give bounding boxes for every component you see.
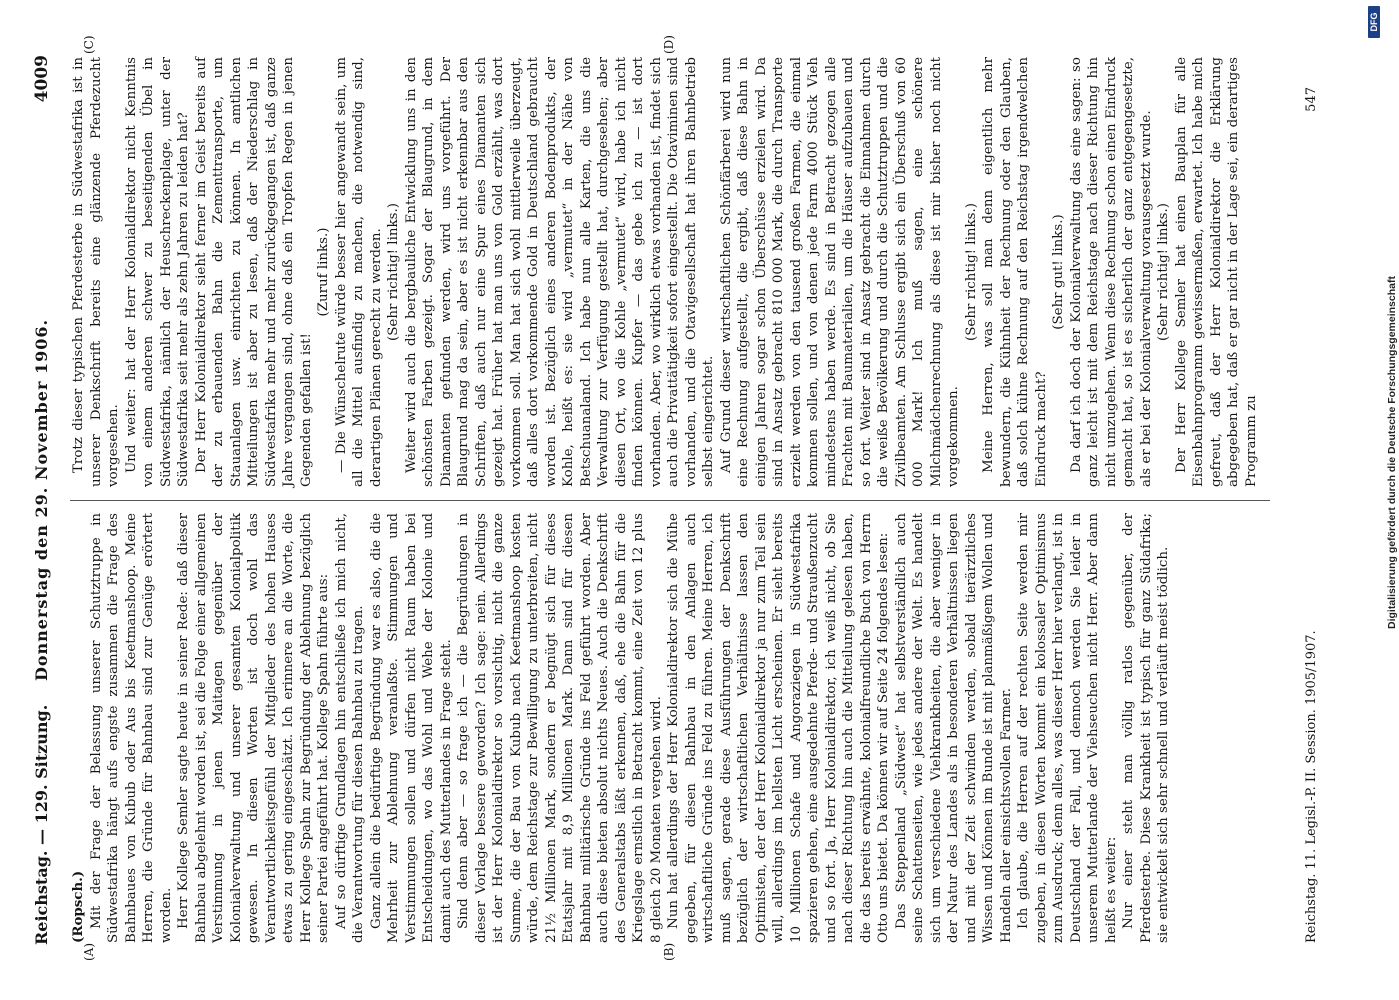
margin-mark-a: (A) <box>82 942 96 961</box>
dfg-logo-badge: DFG <box>1368 6 1380 38</box>
left-paragraphs <box>88 513 1173 943</box>
right-paragraph: (Sehr richtig! links.) <box>963 203 979 341</box>
left-paragraph: Auf so dürftige Grundlagen hin entschließe ich mich nicht, die Verantwortung für diesen Bahnbau zu tragen. <box>333 513 366 943</box>
scanned-page <box>22 35 1362 965</box>
left-paragraph: Nur einer steht man völlig ratlos gegenüber, der Pferdesterbe. Diese Krankheit ist typisch für ganz Südafrika; sie entwickelt sich sehr schnell und verläuft meist tödlich. <box>1121 513 1171 943</box>
page-header <box>32 55 56 945</box>
right-paragraph: Weiter wird auch die bergbauliche Entwicklung uns in den schönsten Farben gezeigt. Sogar der Blaugrund, in dem Diamanten gefunden werden, wird uns vorgeführt. Der Blaugrund mag da sein, aber es ist nicht erkennbar aus den Schriften, daß auch nur eine Spur eines Diamanten sich gezeigt hat. Früher hat man uns von Gold erzählt, was dort vorkommen soll. Man hat sich wohl mittlerweile überzeugt, daß alles dort vorkommende Gold in Deutschland gebraucht worden ist. Bezüglich eines anderen Bodenprodukts, der Kohle, heißt es: sie wird „vermutet“ in der Nähe von Betschuanaland. Ich habe nun alle Karten, die uns die Verwaltung zur Verfügung gestellt hat, durchgesehen; aber diesen Ort, wo die Kohle „vermutet“ wird, habe ich nicht finden können. Kupfer — das gebe ich zu — ist dort vorhanden. Aber, wo wirklich etwas vorhanden ist, findet sich auch die Privattätigkeit sofort eingestellt. Die Otaviminen sind vorhanden, und die Otavigesellschaft hat ihren Bahnbetrieb selbst eingerichtet. <box>403 57 716 487</box>
left-paragraph: Sind denn aber — so frage ich — die Begründungen in dieser Vorlage bessere geworden? Ich sage: nein. Allerdings ist der Herr Kolonialdirektor so vorsichtig, nicht die ganze Summe, die der Bau von Kubub nach Keetmanshoop kosten würde, dem Reichstage zur Bewilligung zu unterbreiten, nicht 21½ Millionen Mark, sondern er begnügt sich für dieses Etatsjahr mit 8,9 Millionen Mark. Dann sind für diesen Bahnbau militärische Gründe ins Feld geführt worden. Aber auch diese bieten absolut nichts Neues. Auch die Denkschrift des Generalstabs läßt erkennen, daß, ehe die Bahn für die Kriegslage ernstlich in Betracht kommt, eine Zeit von 12 plus 8 gleich 20 Monaten vergehen wird. <box>456 513 664 943</box>
margin-mark-b: (B) <box>662 942 676 961</box>
right-paragraph: Der Herr Kollege Semler hat einen Bauplan für alle Eisenbahnprogramm gewissermaßen, erwartet. Ich habe mich gefreut, daß der Herr Kolonialdirektor die Erklärung abgegeben hat, daß er gar nicht in der Lage sei, ein derartiges Programm zu <box>1173 57 1259 487</box>
page-number: 4009 <box>32 55 52 103</box>
left-paragraph: Mit der Frage der Belassung unserer Schutztruppe in Südwestafrika hängt aufs engste zusammen die Frage des Bahnbaues von Kubub oder Aus bis Keetmanshoop. Meine Herren, die Gründe für Bahnbau sind zur Genüge erörtert worden. <box>88 513 174 943</box>
right-paragraph: — Die Wünschelrute würde besser hier angewandt sein, um all die Mittel ausfindig zu machen, die notwendig sind, derartigen Plänen gerecht zu werden. <box>333 57 384 487</box>
header-session: Reichstag. — 129. Sitzung. <box>32 704 51 945</box>
margin-mark-d: (D) <box>662 35 676 54</box>
left-paragraph: Nun hat allerdings der Herr Kolonialdirektor sich die Mühe gegeben, für diesen Bahnbau in den Anlagen auch wirtschaftliche Gründe ins Feld zu führen. Meine Herren, ich muß sagen, gerade diese Ausführungen der Denkschrift bezüglich der wirtschaftlichen Verhältnisse lassen den Optimisten, der der Herr Kolonialdirektor ja nur zum Teil sein will, allerdings im hellsten Licht erscheinen. Er sieht bereits 10 Millionen Schafe und Angoraziegen in Südwestafrika spazieren gehen, eine ausgedehnte Pferde- und Straußenzucht und so fort. Ja, Herr Kolonialdirektor, ich weiß nicht, ob Sie nach dieser Richtung hin auch die Mitteilung gelesen haben, die das bereits erwähnte, kolonialfreundliche Buch von Herrn Otto uns bietet. Da können wir auf Seite 24 folgendes lesen: <box>666 513 891 943</box>
right-paragraph: (Sehr richtig! links.) <box>1156 203 1171 341</box>
left-paragraph: Das Steppenland „Südwest“ hat selbstverständlich auch seine Schattenseiten, wie jedes andere der Welt. Es handelt sich um verschiedene Viehkrankheiten, die aber weniger in der Natur des Landes als in besonderen Verhältnissen liegen und mit der Zeit schwinden werden, sobald tierärztliches Wissen und Können im Bunde ist mit planmäßigem Wollen und Handeln aller einsichtsvollen Farmer. <box>893 513 1014 943</box>
page-footer <box>1304 57 1328 943</box>
right-paragraph: Auf Grund dieser wirtschaftlichen Schönfärberei wird nun eine Rechnung aufgestellt, die ergibt, daß diese Bahn in einigen Jahren sogar schon Überschüsse erzielen wird. Da sind in Ansatz gebracht 810 000 Mark, die durch Transporte erzielt werden von den tausend großen Farmen, die einmal kommen sollen, und von denen jede Farm 4000 Stück Vieh mindestens haben werde. Es sind in Betracht gezogen alle Frachten mit Baumaterialien, um die Häuser aufzubauen und so fort. Weiter sind in Ansatz gebracht die Einnahmen durch die weiße Bevölkerung und durch die Schutztruppen und die Zivilbeamten. Am Schlusse ergibt sich ein Überschuß von 60 000 Mark! Ich muß sagen, eine schönere Milchmädchenrechnung als diese ist mir bisher noch nicht vorgekommen. <box>718 57 961 487</box>
right-paragraph: Und weiter: hat der Herr Kolonialdirektor nicht Kenntnis von einem anderen schwer zu beseitigenden Übel in Südwestafrika, nämlich der Heuschreckenplage, unter der Südwestafrika seit mehr als zehn Jahren zu leiden hat? <box>123 57 191 487</box>
left-paragraph: Ganz allein die bedürftige Begründung war es also, die die Mehrheit zur Ablehnung veranlaßte. Stimmungen und Verstimmungen sollen und dürfen nicht Raum haben bei Entscheidungen, wo das Wohl und Wehe der Kolonie und damit auch des Mutterlandes in Frage steht. <box>368 513 454 943</box>
right-paragraphs <box>70 57 1260 487</box>
digitization-notice: Digitalisierung gefördert durch die Deutsche Forschungsgemeinschaft <box>1386 276 1398 629</box>
header-date: Donnerstag den 29. November 1906. <box>32 318 51 682</box>
right-paragraph: Trotz dieser typischen Pferdesterbe in Südwestafrika ist in unserer Denkschrift bereits eine glänzende Pferdezucht vorgesehen. <box>71 57 121 487</box>
right-paragraph: (Sehr gut! links.) <box>1051 214 1066 330</box>
left-paragraph: Herr Kollege Semler sagte heute in seiner Rede: daß dieser Bahnbau abgelehnt worden ist, sei die Folge einer allgemeinen Verstimmung in jenen Maitagen gegenüber der Kolonialverwaltung und unserer gesamten Kolonialpolitik gewesen. In diesen Worten ist doch wohl das Verantwortlichkeitsgefühl der Mitglieder des hohen Hauses etwas zu gering eingeschätzt. Ich erinnere an die Worte, die Herr Kollege Spahn zur Begründung der Ablehnung bezüglich seiner Partei angeführt hat. Kollege Spahn führte aus: <box>176 513 331 943</box>
left-text-column <box>70 513 1290 943</box>
right-paragraph: (Zuruf links.) <box>316 227 331 317</box>
column-divider <box>70 500 1270 501</box>
right-paragraph: Da darf ich doch der Kolonialverwaltung das eine sagen: so ganz leicht ist mit dem Reichstage nach dieser Richtung hin nicht umzugehen. Wenn diese Rechnung schon einen Eindruck gemacht hat, so ist es sicherlich der ganz entgegengesetzte, als er bei der Kolonialverwaltung vorausgesetzt wurde. <box>1068 57 1154 487</box>
footer-legislature: Reichstag. 11. Legisl.-P. II. Session. 1905/1907. <box>1304 630 1319 943</box>
left-paragraph: Ich glaube, die Herren auf der rechten Seite werden mir zugeben, in diesen Worten kommt ein kolossaler Optimismus zum Ausdruck; denn alles, was dieser Herr hier verlangt, ist in Deutschland der Fall, und dennoch werden Sie leider in unserem Mutterlande der Viehseuchen nicht Herr. Aber dann heißt es weiter: <box>1016 513 1119 943</box>
footer-sheet-number: 547 <box>1304 87 1319 112</box>
right-paragraph: Der Herr Kolonialdirektor sieht ferner im Geist bereits auf der zu erbauenden Bahn die Zementtransporte, um Stauanlagen usw. einrichten zu können. In amtlichen Mitteilungen ist aber zu lesen, daß der Niederschlag in Südwestafrika mehr und mehr zurückgegangen ist, daß ganze Jahre vergangen sind, ohne daß ein Tropfen Regen in jenen Gegenden gefallen ist! <box>193 57 314 487</box>
right-paragraph: Meine Herren, was soll man denn eigentlich mehr bewundern, die Kühnheit der Rechnung oder den Glauben, daß solch kühne Rechnung auf den Reichstag irgendwelchen Eindruck macht? <box>981 57 1049 487</box>
margin-mark-c: (C) <box>82 35 96 54</box>
speaker-label: (Ropsch.) <box>70 870 86 943</box>
right-paragraph: (Sehr richtig! links.) <box>386 203 401 341</box>
right-text-column <box>70 57 1290 487</box>
